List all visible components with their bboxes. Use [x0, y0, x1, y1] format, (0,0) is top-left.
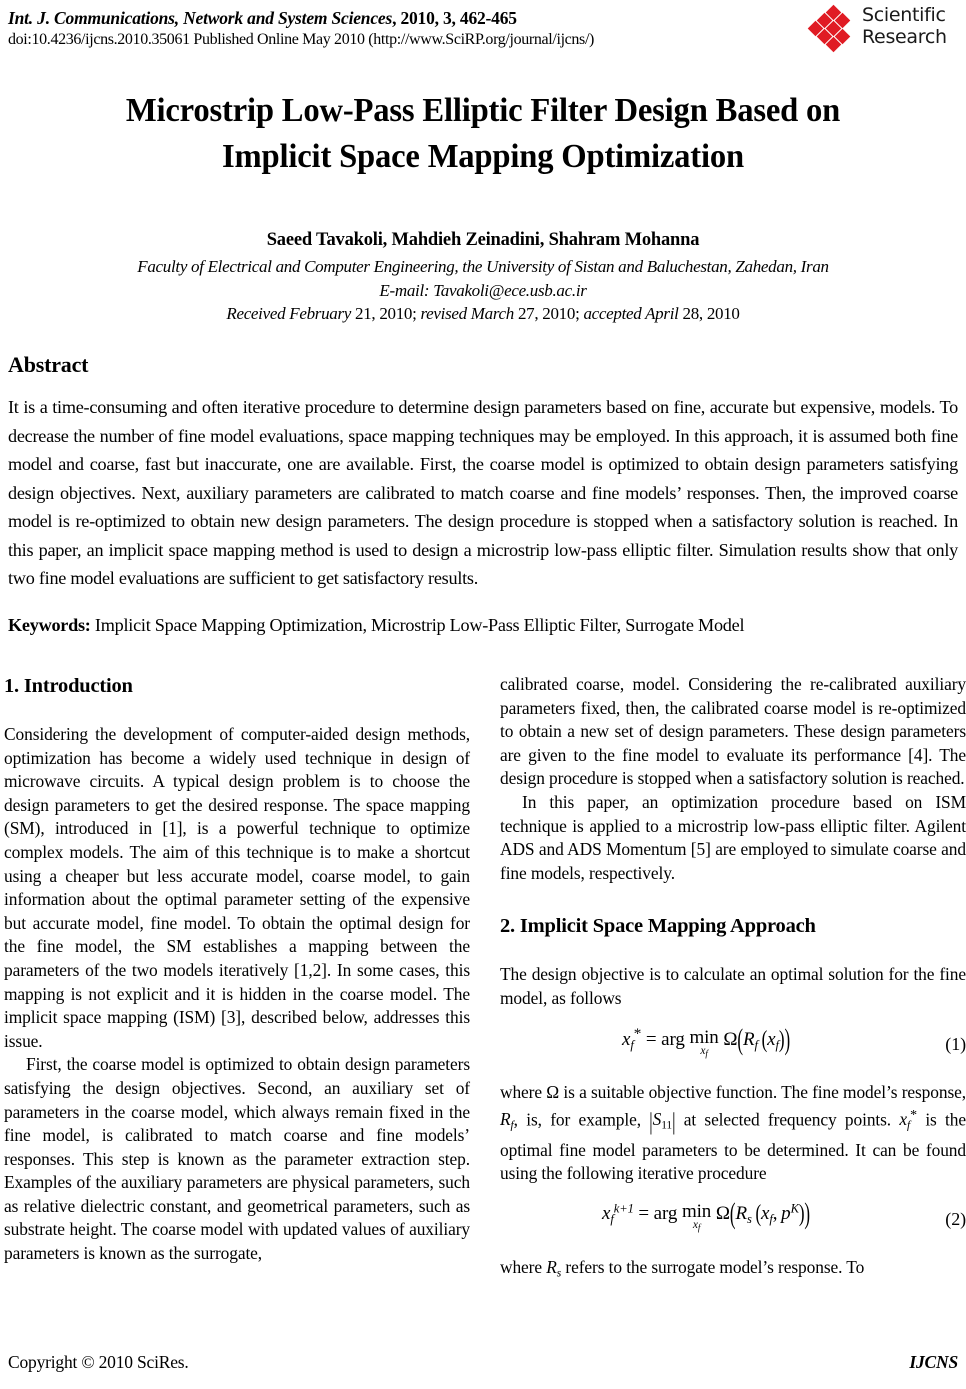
- doi-line: doi:10.4236/ijcns.2010.35061 Published Online May 2010 (http://www.SciRP.org/journal/ijcns/): [8, 31, 595, 49]
- revised-label: revised March: [420, 304, 515, 323]
- abstract-text: It is a time-consuming and often iterative procedure to determine design parameters based on fine, accurate but expensive, models. To decrease the number of fine model evaluations, space mapping techniques may be employed. In this approach, it is assumed both fine model and coarse, fast but inaccurate, one are available. First, the coarse model is optimized to obtain design parameters satisfying design objectives. Next, auxiliary parameters are calibrated to match coarse and fine models’ responses. Then, the improved coarse model is re-optimized to obtain new design parameters. The design procedure is stopped when a satisfactory solution is reached. In this paper, an implicit space mapping method is used to design a microstrip low-pass elliptic filter. Simulation results show that only two fine model evaluations are sufficient to get satisfactory results.: [8, 397, 958, 588]
- running-head: [8, 8, 808, 50]
- body-column-left: [4, 673, 470, 1266]
- revised-date: 27, 2010;: [514, 304, 584, 323]
- accepted-date: 28, 2010: [678, 304, 740, 323]
- paper-title: [77, 88, 889, 180]
- p4-text-e: is the optimal fine model parameters to be determined. It can be found using the following iterative procedure: [500, 1109, 966, 1184]
- equation-2-number: (2): [945, 1208, 966, 1229]
- rf-symbol: R: [500, 1109, 511, 1130]
- right-paragraph-2: In this paper, an optimization procedure based on ISM technique is applied to a microstrip low-pass elliptic filter. Agilent ADS and ADS Momentum [5] are employed to simulate coarse and fine models, respectively.: [500, 791, 966, 883]
- keywords-text: Implicit Space Mapping Optimization, Microstrip Low-Pass Elliptic Filter, Surrogate Model: [90, 615, 745, 635]
- equation-2: $x_f^{k+1}$ = arg min $x_f$ $\Omega(R_s$ ($x_f$, $p^K$)): [602, 1196, 810, 1233]
- journal-title-line: [8, 8, 808, 28]
- equation-1: $x_f^*$ = arg min $x_f$ $\Omega(R_f$ $(x_f)$): [622, 1022, 790, 1059]
- p4-text-d: at selected frequency points.: [675, 1109, 900, 1130]
- dates-line: [40, 302, 926, 326]
- s11-subscript: 11: [661, 1120, 673, 1133]
- footer-copyright: Copyright © 2010 SciRes.: [8, 1352, 189, 1372]
- right-paragraph-5: [500, 1256, 966, 1286]
- left-paragraph-1: Considering the development of computer-aided design methods, optimization has become a widely used technique in design of microwave circuits. A typical design problem is to choose the design parameters to get the desired response. The space mapping (SM), introduced in [1], is a powerful technique to optimize complex models. The aim of this technique is to make a shortcut using a cheaper but less accurate model, coarse model, to gain information about the optimal parameter setting of the expensive but accurate model, fine model. To obtain the optimal design for the fine model, the SM establishes a mapping between the parameters of the two models iteratively [1,2]. In some cases, this mapping is not explicit and it is hidden in the coarse model. The implicit space mapping (ISM) [3], described below, addresses this issue.: [4, 724, 470, 1051]
- p5-text-a: where: [500, 1256, 547, 1277]
- xf-subscript: f: [907, 1120, 911, 1133]
- right-paragraph-1: calibrated coarse, model. Considering the re-calibrated auxiliary parameters fixed, then, the calibrated coarse model is re-optimized to obtain a new set of design parameters. These design parameters are given to the fine model to evaluate its performance [4]. The design procedure is stopped when a satisfactory solution is reached.: [500, 674, 966, 789]
- body-column-right: [500, 673, 966, 1286]
- keywords-block: [8, 612, 958, 639]
- section-heading-ism-approach: 2. Implicit Space Mapping Approach: [500, 915, 816, 938]
- journal-citation: , 2010, 3, 462-465: [392, 8, 517, 28]
- publisher-logo: [810, 4, 960, 56]
- omega-symbol: Ω: [546, 1081, 560, 1102]
- equation-1-number: (1): [945, 1033, 966, 1054]
- publisher-name-line1: Scientific: [862, 4, 946, 26]
- equation-2-row: [500, 1198, 966, 1244]
- received-label: Received February: [226, 304, 352, 323]
- p5-text-b: refers to the surrogate model’s response. To: [561, 1256, 865, 1277]
- keywords-label: Keywords:: [8, 615, 91, 635]
- paper-title-line1: Microstrip Low-Pass Elliptic Filter Design Based on: [125, 92, 841, 129]
- publisher-name-line2: Research: [862, 26, 947, 48]
- right-paragraph-4: where Ω is a suitable objective function. The fine model’s response, $R_f$, is, for example, $|S_{11}|$ at selected frequency points. $x_f^*$ is the optimal fine model parameters to be determined. It can be found using the following iterative procedure: [500, 1081, 966, 1184]
- publisher-name: [862, 4, 947, 48]
- right-paragraph-3: The design objective is to calculate an optimal solution for the fine model, as follows: [500, 964, 966, 1008]
- accepted-label: accepted April: [583, 304, 679, 323]
- rs-subscript: s: [556, 1267, 562, 1280]
- equation-1-row: [500, 1023, 966, 1069]
- abstract-heading: Abstract: [8, 352, 89, 377]
- section-heading-introduction: 1. Introduction: [4, 675, 133, 697]
- received-date: 21, 2010;: [351, 304, 421, 323]
- email-line: [40, 279, 926, 303]
- xf-symbol: x: [899, 1109, 908, 1130]
- left-paragraph-2: First, the coarse model is optimized to obtain design parameters satisfying the design objectives. Second, an auxiliary set of parameters in the coarse model, which always remain fixed in the fine model, is calibrated to match coarse and fine models’ responses. This step is known as the parameter extraction step. Examples of the auxiliary parameters are physical parameters, such as relative dielectric constant, and geometrical parameters, such as substrate height. The coarse model with updated values of auxiliary parameters is known as the surrogate,: [4, 1054, 470, 1264]
- author-affiliation-block: [40, 255, 926, 326]
- footer-journal-abbr: IJCNS: [909, 1352, 958, 1372]
- email-value: : Tavakoli@ece.usb.ac.ir: [423, 280, 587, 300]
- rs-symbol: R: [546, 1256, 557, 1277]
- p4-text-b: is a suitable objective function. The fine model’s response,: [559, 1081, 966, 1102]
- affiliation: Faculty of Electrical and Computer Engineering, the University of Sistan and Baluchestan, Zahedan, Iran: [137, 257, 829, 276]
- email-label: E-mail: [379, 280, 424, 300]
- author-list: Saeed Tavakoli, Mahdieh Zeinadini, Shahram Mohanna: [266, 230, 700, 250]
- journal-title: Int. J. Communications, Network and System Sciences: [8, 8, 393, 28]
- scientific-research-diamond-icon: [810, 7, 858, 53]
- p4-text-a: where: [500, 1081, 547, 1102]
- rf-subscript: f: [510, 1120, 514, 1133]
- s11-symbol: S: [652, 1109, 662, 1130]
- p4-text-c: , is, for example,: [513, 1109, 650, 1130]
- paper-title-line2: Implicit Space Mapping Optimization: [222, 138, 744, 175]
